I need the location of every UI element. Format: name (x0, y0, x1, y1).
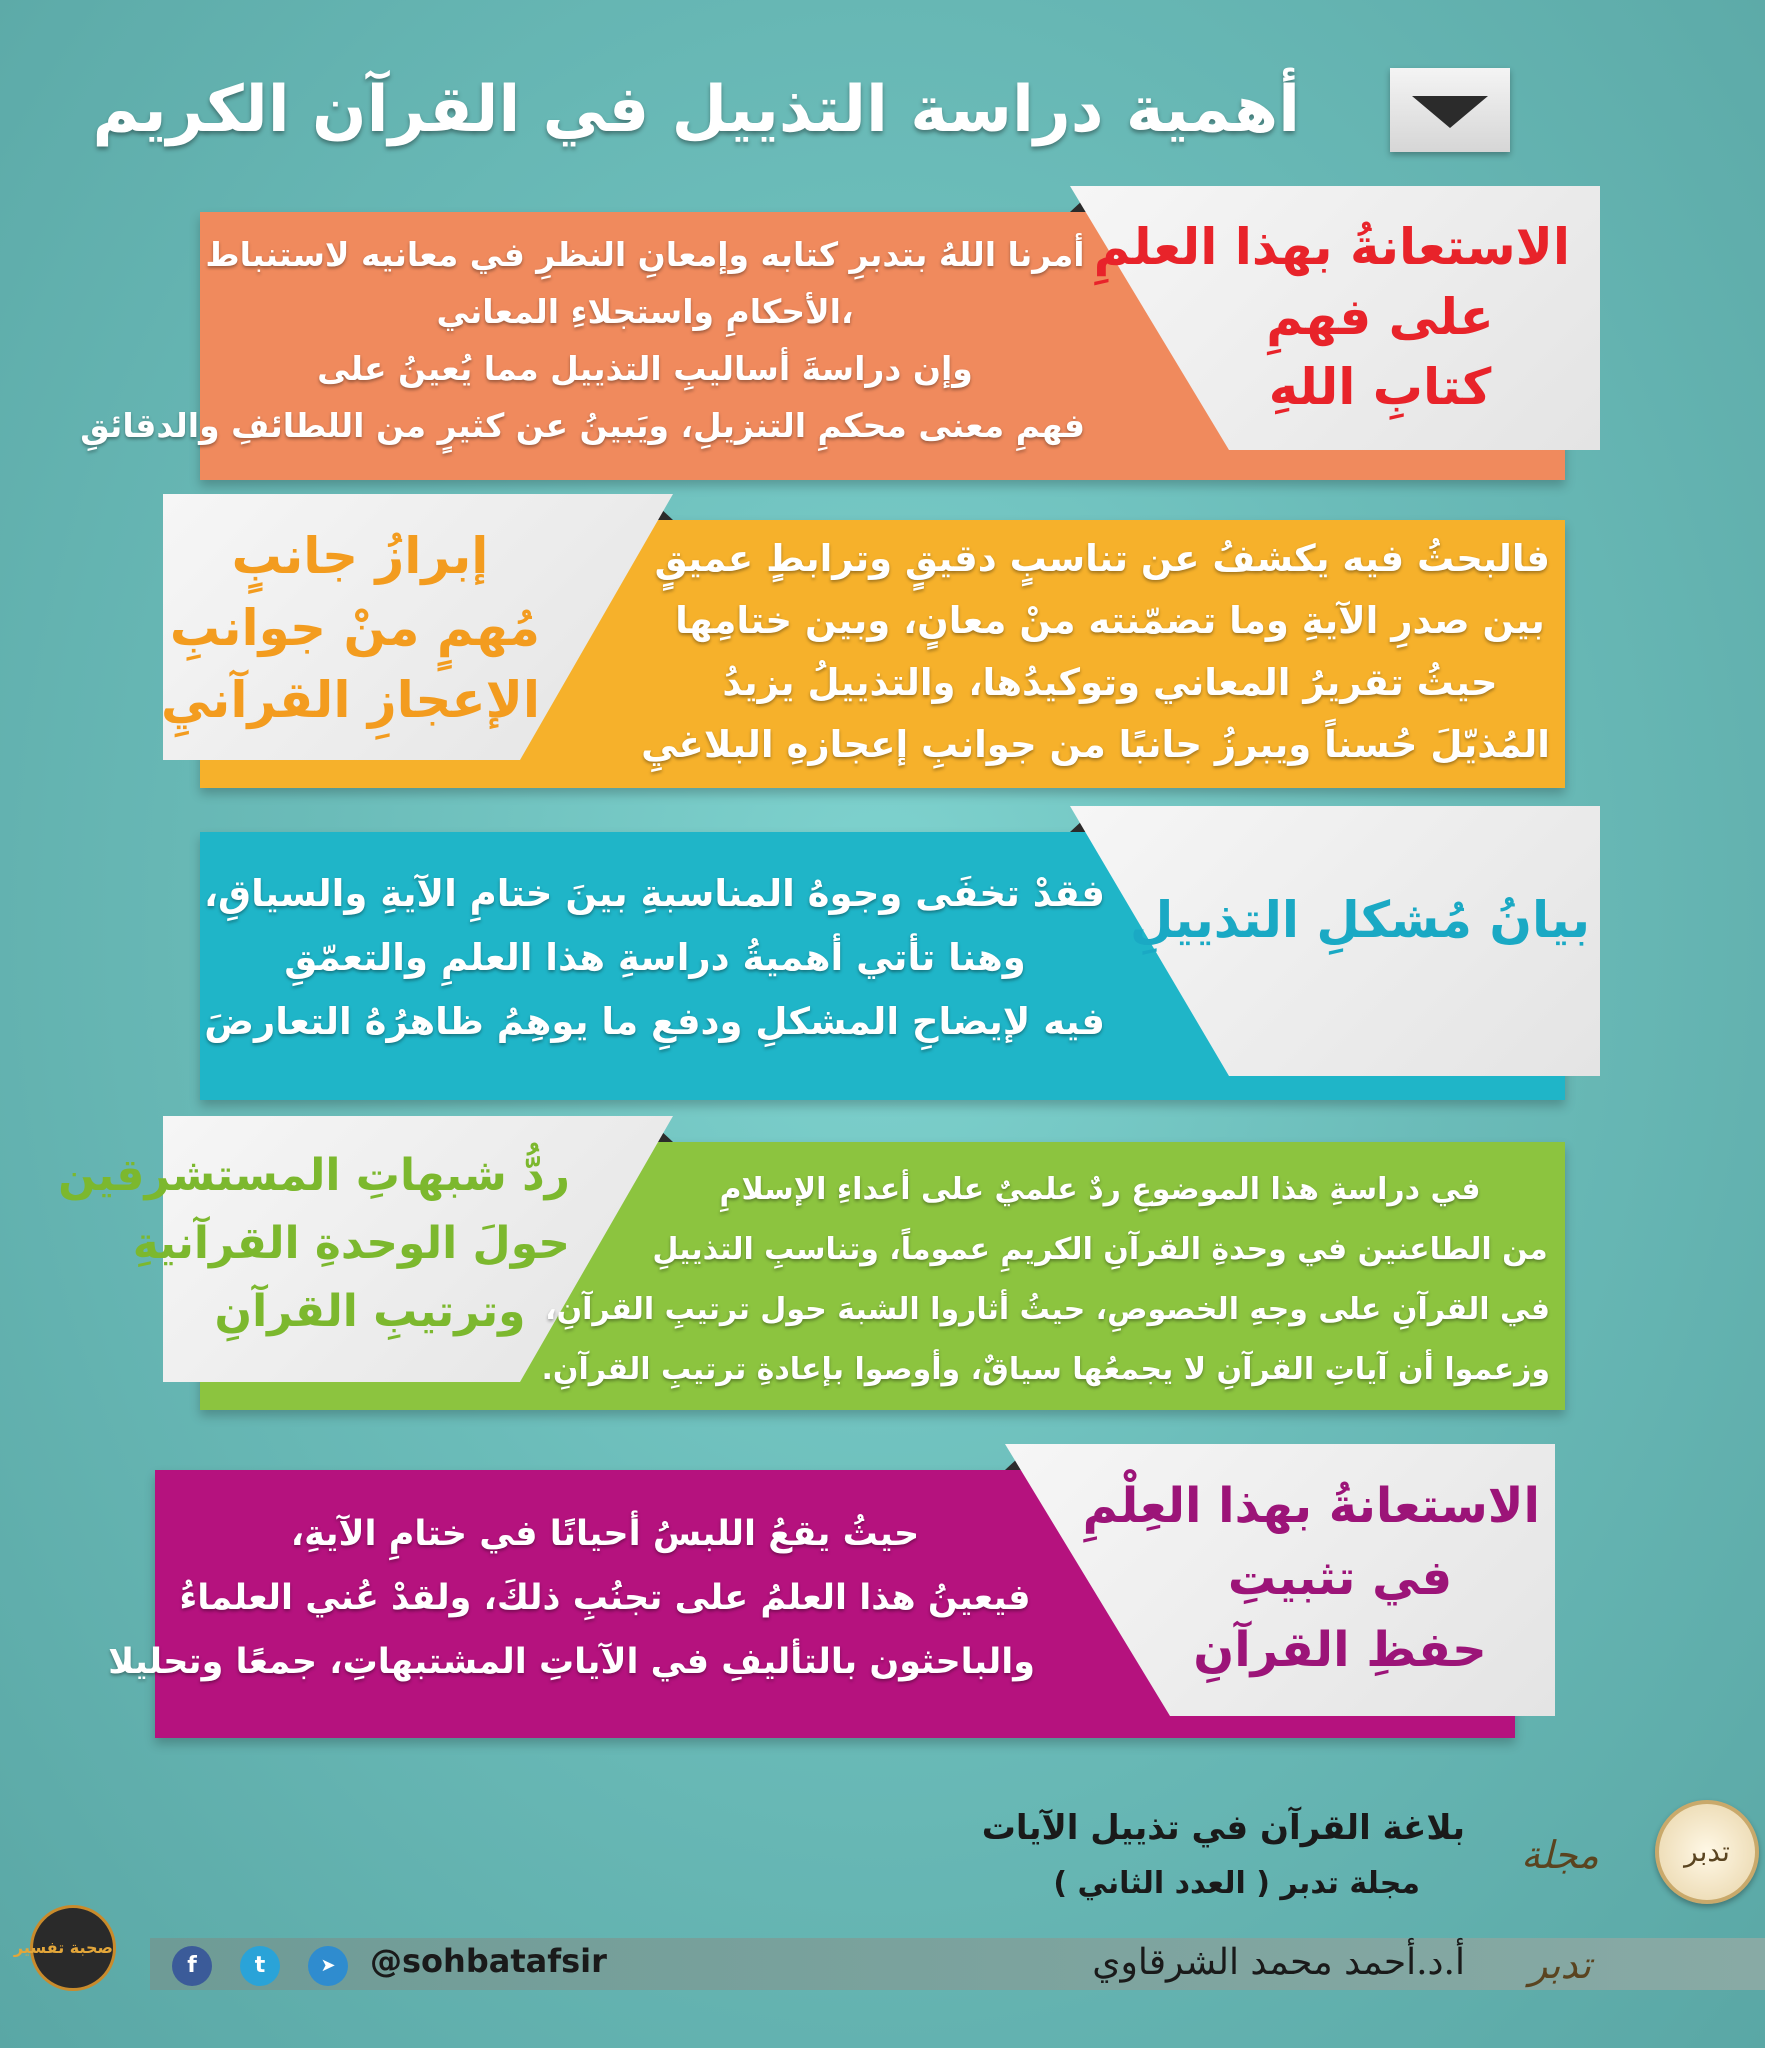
source-title: بلاغة القرآن في تذييل الآيات (981, 1808, 1465, 1848)
section-5-heading: الاستعانةُ بهذا العِلْمِ في تثبيتِ حفظِ القرآنِ (1082, 1478, 1540, 1678)
sohba-logo: صحبة تفسير (30, 1905, 116, 1991)
section-2-heading: إبرازُ جانبٍ مُهمٍ منْ جوانبِ الإعجازِ القرآنيِ (160, 527, 540, 729)
chevron-down-icon (1412, 96, 1488, 128)
section-3-body: فقدْ تخفَى وجوهُ المناسبةِ بينَ ختامِ الآيةِ والسياقِ، وهنا تأتي أهميةُ دراسةِ هذا العلمِ والتعمّقِ فيه لإيضاحِ المشكلِ ودفعِ ما يوهِمُ ظاهرُهُ التعارضَ (203, 872, 1105, 1043)
section-3-heading: بيانُ مُشكلِ التذييلِ (1129, 891, 1590, 949)
section-4-body: في دراسةِ هذا الموضوعِ ردٌ علميٌ على أعداءِ الإسلامِ من الطاعنين في وحدةِ القرآنِ الكريمِ عموماً، وتناسبِ التذييلِ في القرآنِ على وجهِ الخصوصِ، حيثُ أثاروا الشبهَ حول ترتيبِ القرآنِ، وزعموا أن آياتِ القرآنِ لا يجمعُها سياقٌ، وأوصوا بإعادةِ ترتيبِ القرآنِ. (541, 1172, 1550, 1387)
social-handle[interactable]: @sohbatafsir (370, 1942, 607, 1980)
magazine-logo: مجلة تدبر (1521, 1833, 1599, 1987)
section-4-heading: ردُّ شبهاتِ المستشرقين حولَ الوحدةِ القرآنيةِ وترتيبِ القرآنِ (58, 1150, 570, 1337)
section-2-body: فالبحثُ فيه يكشفُ عن تناسبٍ دقيقٍ وترابطٍ عميقٍ بين صدرِ الآيةِ وما تضمّنته منْ معانٍ، وبين ختامِها حيثُ تقريرُ المعاني وتوكيدُها، والتذييلُ يزيدُ المُذيّلَ حُسناً ويبرزُ جانبًا من جوانبِ إعجازهِ البلاغيِ (641, 537, 1550, 766)
telegram-icon[interactable]: ➤ (308, 1946, 348, 1986)
page-header (92, 60, 1510, 160)
dropdown-toggle[interactable] (1390, 68, 1510, 152)
source-issue: مجلة تدبر ( العدد الثاني ) (1053, 1866, 1420, 1901)
magazine-seal: تدبر (1655, 1800, 1759, 1904)
twitter-icon[interactable]: t (240, 1946, 280, 1986)
section-5-body: حيثُ يقعُ اللبسُ أحيانًا في ختامِ الآيةِ، فيعينُ هذا العلمُ على تجنُبِ ذلكَ، ولقدْ عُني العلماءُ والباحثون بالتأليفِ في الآياتِ المشتبهاتِ، جمعًا وتحليلا (108, 1514, 1035, 1682)
facebook-icon[interactable]: f (172, 1946, 212, 1986)
section-1-heading: الاستعانةُ بهذا العلمِ على فهمِ كتابِ اللهِ (1093, 218, 1570, 416)
author-name: أ.د.أحمد محمد الشرقاوي (1092, 1942, 1465, 1983)
page-title: أهمية دراسة التذييل في القرآن الكريم (92, 73, 1300, 147)
section-1-body: أمرنا اللهُ بتدبرِ كتابه وإمعانِ النظرِ في معانيه لاستنباط ،الأحكامِ واستجلاءِ المعاني وإن دراسةَ أساليبِ التذييل مما يُعينُ على فهمِ معنى محكمِ التنزيلِ، ويَبينُ عن كثيرٍ من اللطائفِ والدقائقِ (80, 235, 1085, 445)
